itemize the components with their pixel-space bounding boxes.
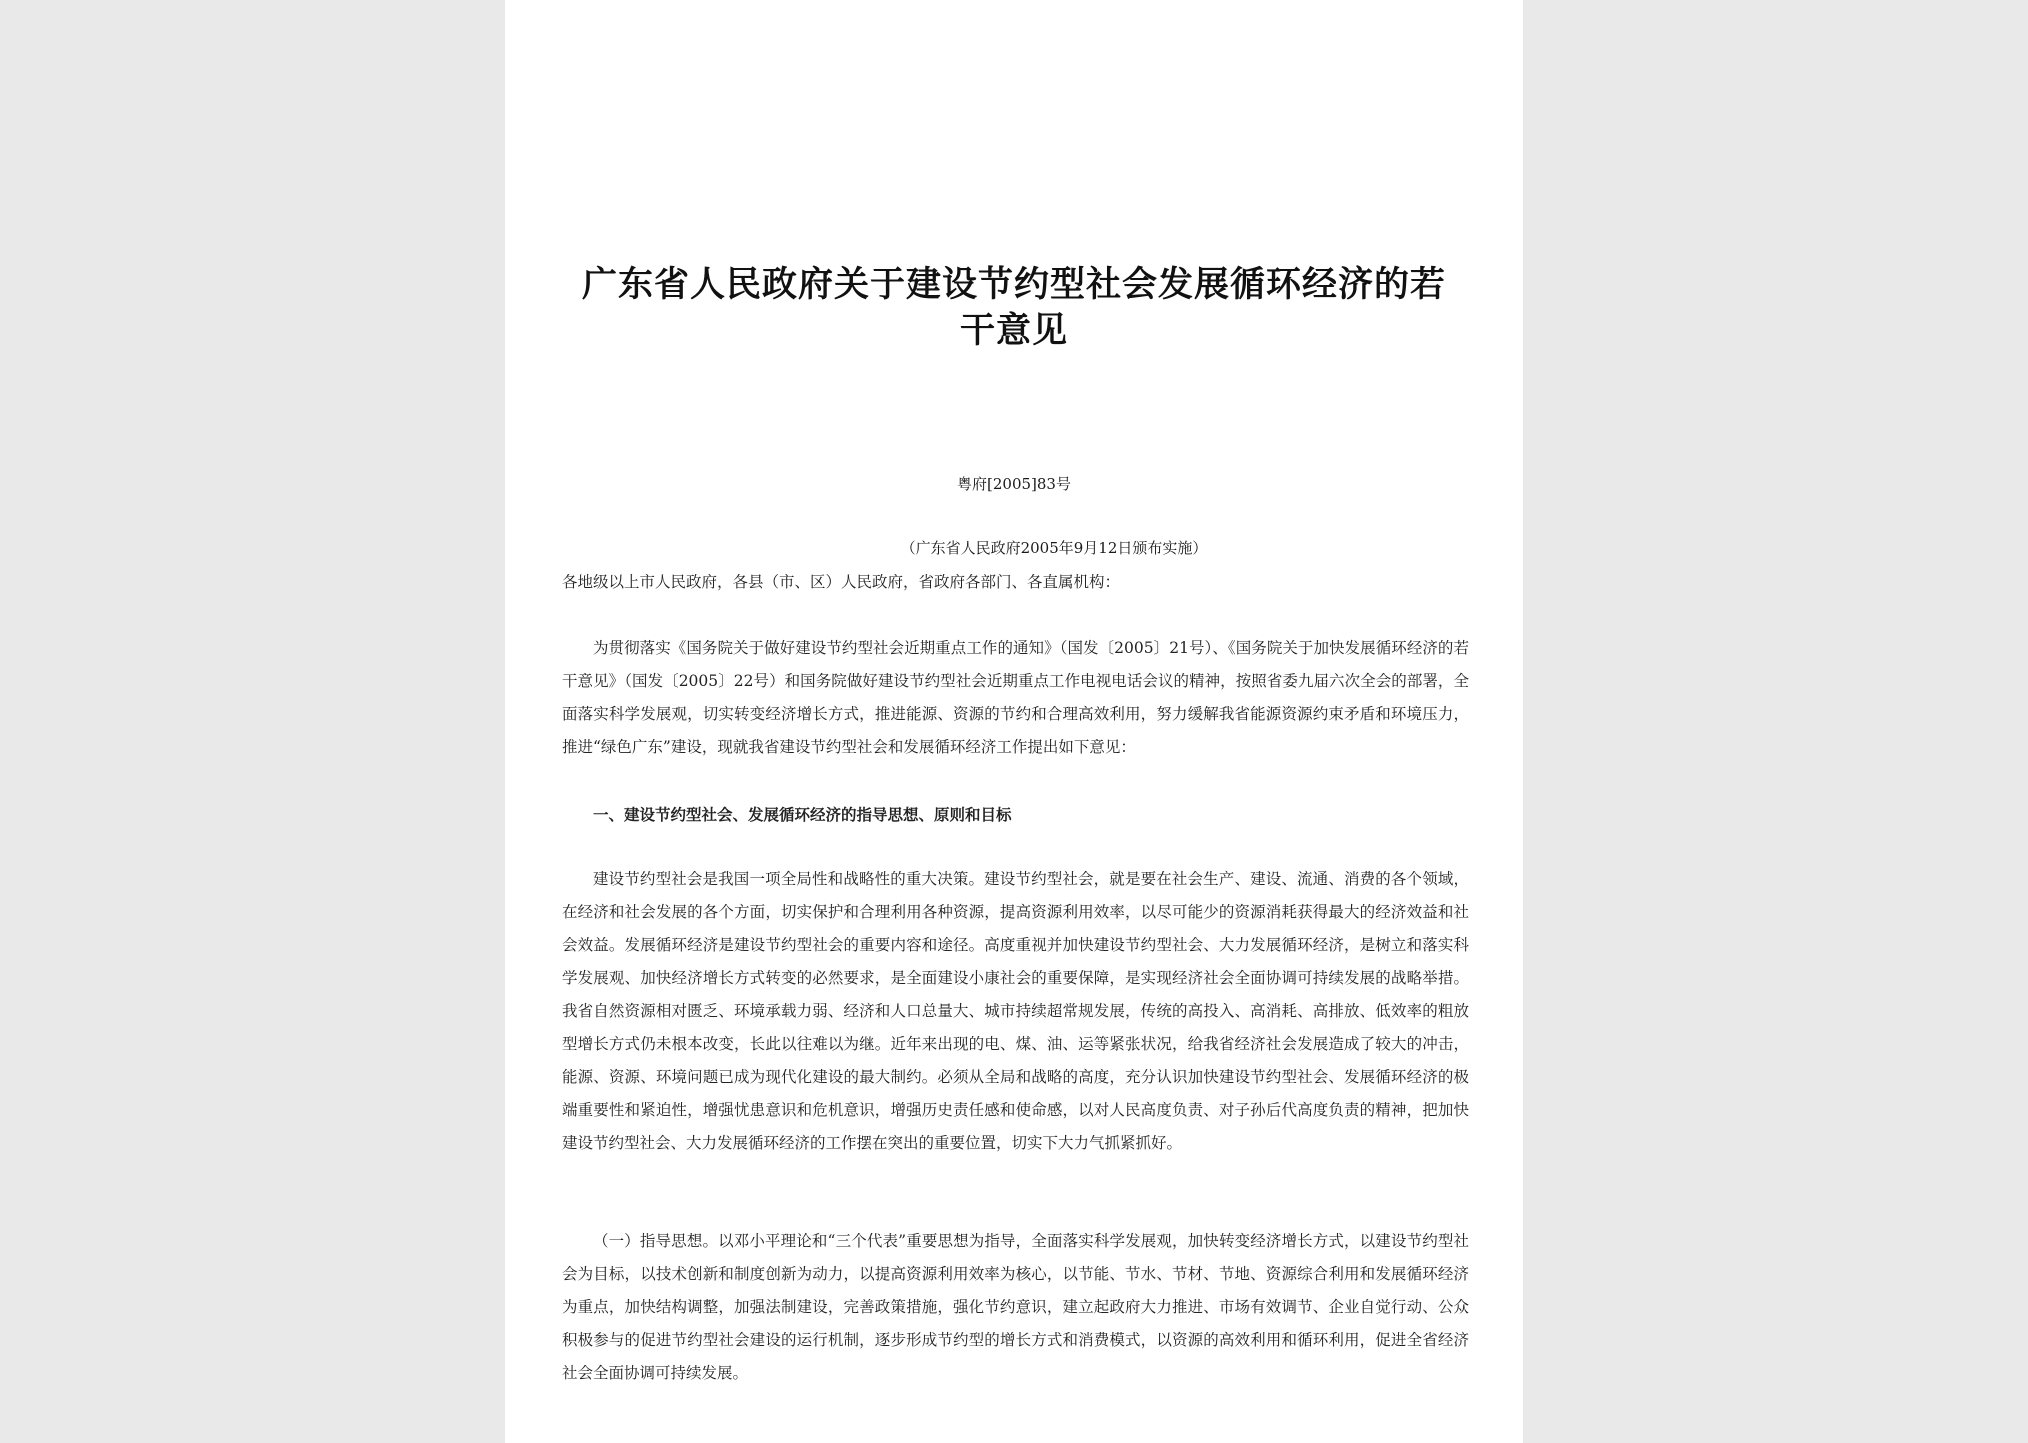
guiding-ideology-paragraph: （一）指导思想。以邓小平理论和“三个代表”重要思想为指导，全面落实科学发展观，加快转变经济增长方式，以建设节约型社会为目标，以技术创新和制度创新为动力，以提高资源利用效率为核心，以节能、节水、节材、节地、资源综合利用和发展循环经济为重点，加快结构调整，加强法制建设，完善政策措施，强化节约意识，建立起政府大力推进、市场有效调节、企业自觉行动、公众积极参与的促进节约型社会建设的运行机制，逐步形成节约型的增长方式和消费模式，以资源的高效利用和循环利用，促进全省经济社会全面协调可持续发展。 [562, 1232, 1469, 1382]
issue-date-note: （广东省人民政府2005年9月12日颁布实施） [900, 539, 1208, 557]
document-title: 广东省人民政府关于建设节约型社会发展循环经济的若干意见 [581, 264, 1446, 351]
intro-paragraph: 为贯彻落实《国务院关于做好建设节约型社会近期重点工作的通知》（国发〔2005〕21号）、《国务院关于加快发展循环经济的若干意见》（国发〔2005〕22号）和国务院做好建设节约型社会近期重点工作电视电话会议的精神，按照省委九届六次全会的部署，全面落实科学发展观，切实转变经济增长方式，推进能源、资源的节约和合理高效利用，努力缓解我省能源资源约束矛盾和环境压力，推进“绿色广东”建设，现就我省建设节约型社会和发展循环经济工作提出如下意见： [562, 639, 1469, 756]
addressee-line: 各地级以上市人民政府，各县（市、区）人民政府，省政府各部门、各直属机构： [562, 573, 1121, 591]
section-heading: 一、建设节约型社会、发展循环经济的指导思想、原则和目标 [593, 805, 1012, 824]
document-page [505, 0, 1523, 1443]
body-paragraph: 建设节约型社会是我国一项全局性和战略性的重大决策。建设节约型社会，就是要在社会生产、建设、流通、消费的各个领域，在经济和社会发展的各个方面，切实保护和合理利用各种资源，提高资源利用效率，以尽可能少的资源消耗获得最大的经济效益和社会效益。发展循环经济是建设节约型社会的重要内容和途径。高度重视并加快建设节约型社会、大力发展循环经济，是树立和落实科学发展观、加快经济增长方式转变的必然要求，是全面建设小康社会的重要保障，是实现经济社会全面协调可持续发展的战略举措。我省自然资源相对匮乏、环境承载力弱、经济和人口总量大、城市持续超常规发展，传统的高投入、高消耗、高排放、低效率的粗放型增长方式仍未根本改变，长此以往难以为继。近年来出现的电、煤、油、运等紧张状况，给我省经济社会发展造成了较大的冲击，能源、资源、环境问题已成为现代化建设的最大制约。必须从全局和战略的高度，充分认识加快建设节约型社会、发展循环经济的极端重要性和紧迫性，增强忧患意识和危机意识，增强历史责任感和使命感，以对人民高度负责、对子孙后代高度负责的精神，把加快建设节约型社会、大力发展循环经济的工作摆在突出的重要位置，切实下大力气抓紧抓好。 [562, 870, 1469, 1152]
document-number: 粤府[2005]83号 [957, 475, 1071, 493]
